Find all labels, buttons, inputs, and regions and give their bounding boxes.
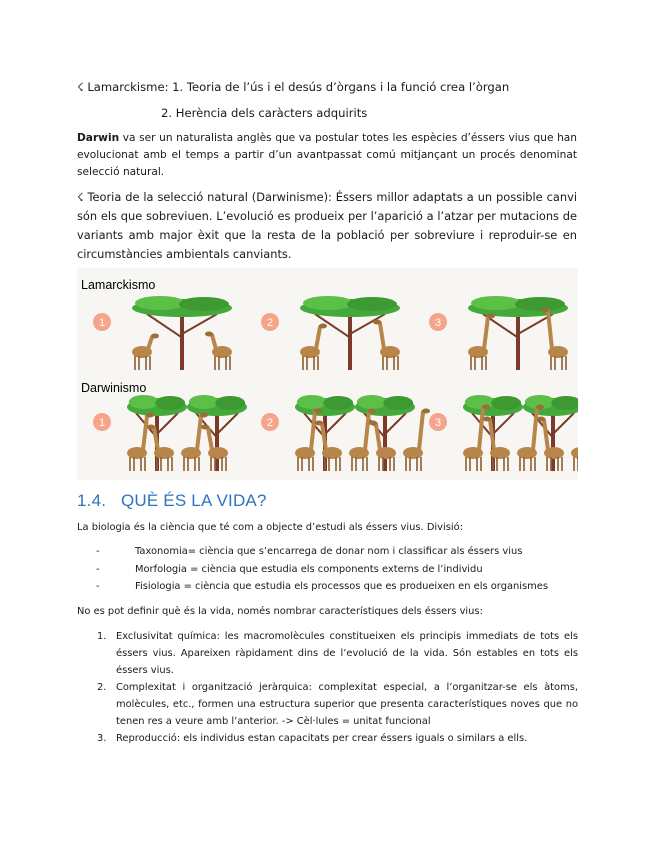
step-number: 2 [266,417,274,429]
darwin-description: va ser un naturalista anglès que va postular totes les espècies d’éssers vius que han evolucionat amb el temps a partir d’un avantpassat comú mitjançant un procés denominat selecció natural. [77,132,577,178]
lamarckism-theory-1: Lamarckisme: 1. Teoria de l’ús i el desús d’òrgans i la funció crea l’òrgan [87,80,510,94]
darwin-paragraph [77,130,577,181]
list-item: - Taxonomia= ciència que s’encarrega de donar nom i classificar als éssers vius [96,546,523,557]
giraffe [541,308,568,371]
giraffe [205,332,232,371]
natural-selection-text: Teoria de la selecció natural (Darwinisme): Éssers millor adaptats a un possible canvi són els que sobreviuen. L’evolució es produeix per l’aparició a l’atzar per mutacions de variants amb major èxit que la resta de la població per sobreviure i reproduir-se en circumstàncies ambientals canviants. [77,190,577,261]
list-item: 1. Exclusivitat química: les macromolècules constitueixen els principis immediats de tots els éssers vius. Apareixen ràpidament dins de l’evolució de la vida. Són estables en tots els éssers vius. [97,631,578,676]
characteristics-intro: No es pot definir què és la vida, només nombrar característiques dels éssers vius: [77,606,483,617]
giraffe [373,320,400,371]
darwinism-label: Darwinismo [81,381,147,395]
giraffe [483,417,510,472]
arrow-bullet-icon: ☇ [77,190,84,204]
biology-intro: La biologia és la ciència que té com a objecte d’estudi als éssers vius. Divisió: [77,522,464,533]
giraffe [349,409,376,472]
section-title: QUÈ ÉS LA VIDA? [120,491,267,510]
evolution-figure [77,268,578,480]
lamarckism-line [77,79,577,96]
divisions-list [96,543,566,596]
lamarckism-theory-2: 2. Herència dels caràcters adquirits [161,106,368,120]
giraffe [315,421,342,472]
step-number: 3 [434,317,442,329]
acacia-tree [132,296,232,370]
darwin-name: Darwin [77,132,120,144]
arrow-bullet-icon: ☇ [77,80,84,94]
section-heading [77,491,577,511]
acacia-tree [468,296,568,370]
lamarckism-label: Lamarckismo [81,278,156,292]
section-number: 1.4. [77,491,107,510]
giraffe [300,324,327,371]
step-number: 3 [434,417,442,429]
giraffe [127,413,154,472]
list-item: 2. Complexitat i organització jeràrquica: complexitat especial, a l’organitzar-se els àtoms, molècules, etc., formen una estructura superior que presenta característiques noves que no tenen res a veure amb l’anterior. -> Cèl·lules = unitat funcional [97,682,578,727]
giraffe [201,425,228,472]
list-item: - Fisiologia = ciència que estudia els processos que es produeixen en els organismes [96,581,548,592]
giraffe [468,314,495,371]
step-number: 2 [266,317,274,329]
step-number: 1 [98,317,106,329]
evolution-illustration [77,268,578,480]
step-number: 1 [98,417,106,429]
giraffe [132,334,159,371]
list-item: - Morfologia = ciència que estudia els components externs de l’individu [96,563,483,575]
acacia-tree [187,395,247,471]
acacia-tree [300,296,400,370]
giraffe [403,409,430,472]
characteristics-list [77,628,578,747]
list-item: 3. Reproducció: els individus estan capacitats per crear éssers iguals o similars a ells. [97,733,528,744]
natural-selection-paragraph [77,188,577,264]
